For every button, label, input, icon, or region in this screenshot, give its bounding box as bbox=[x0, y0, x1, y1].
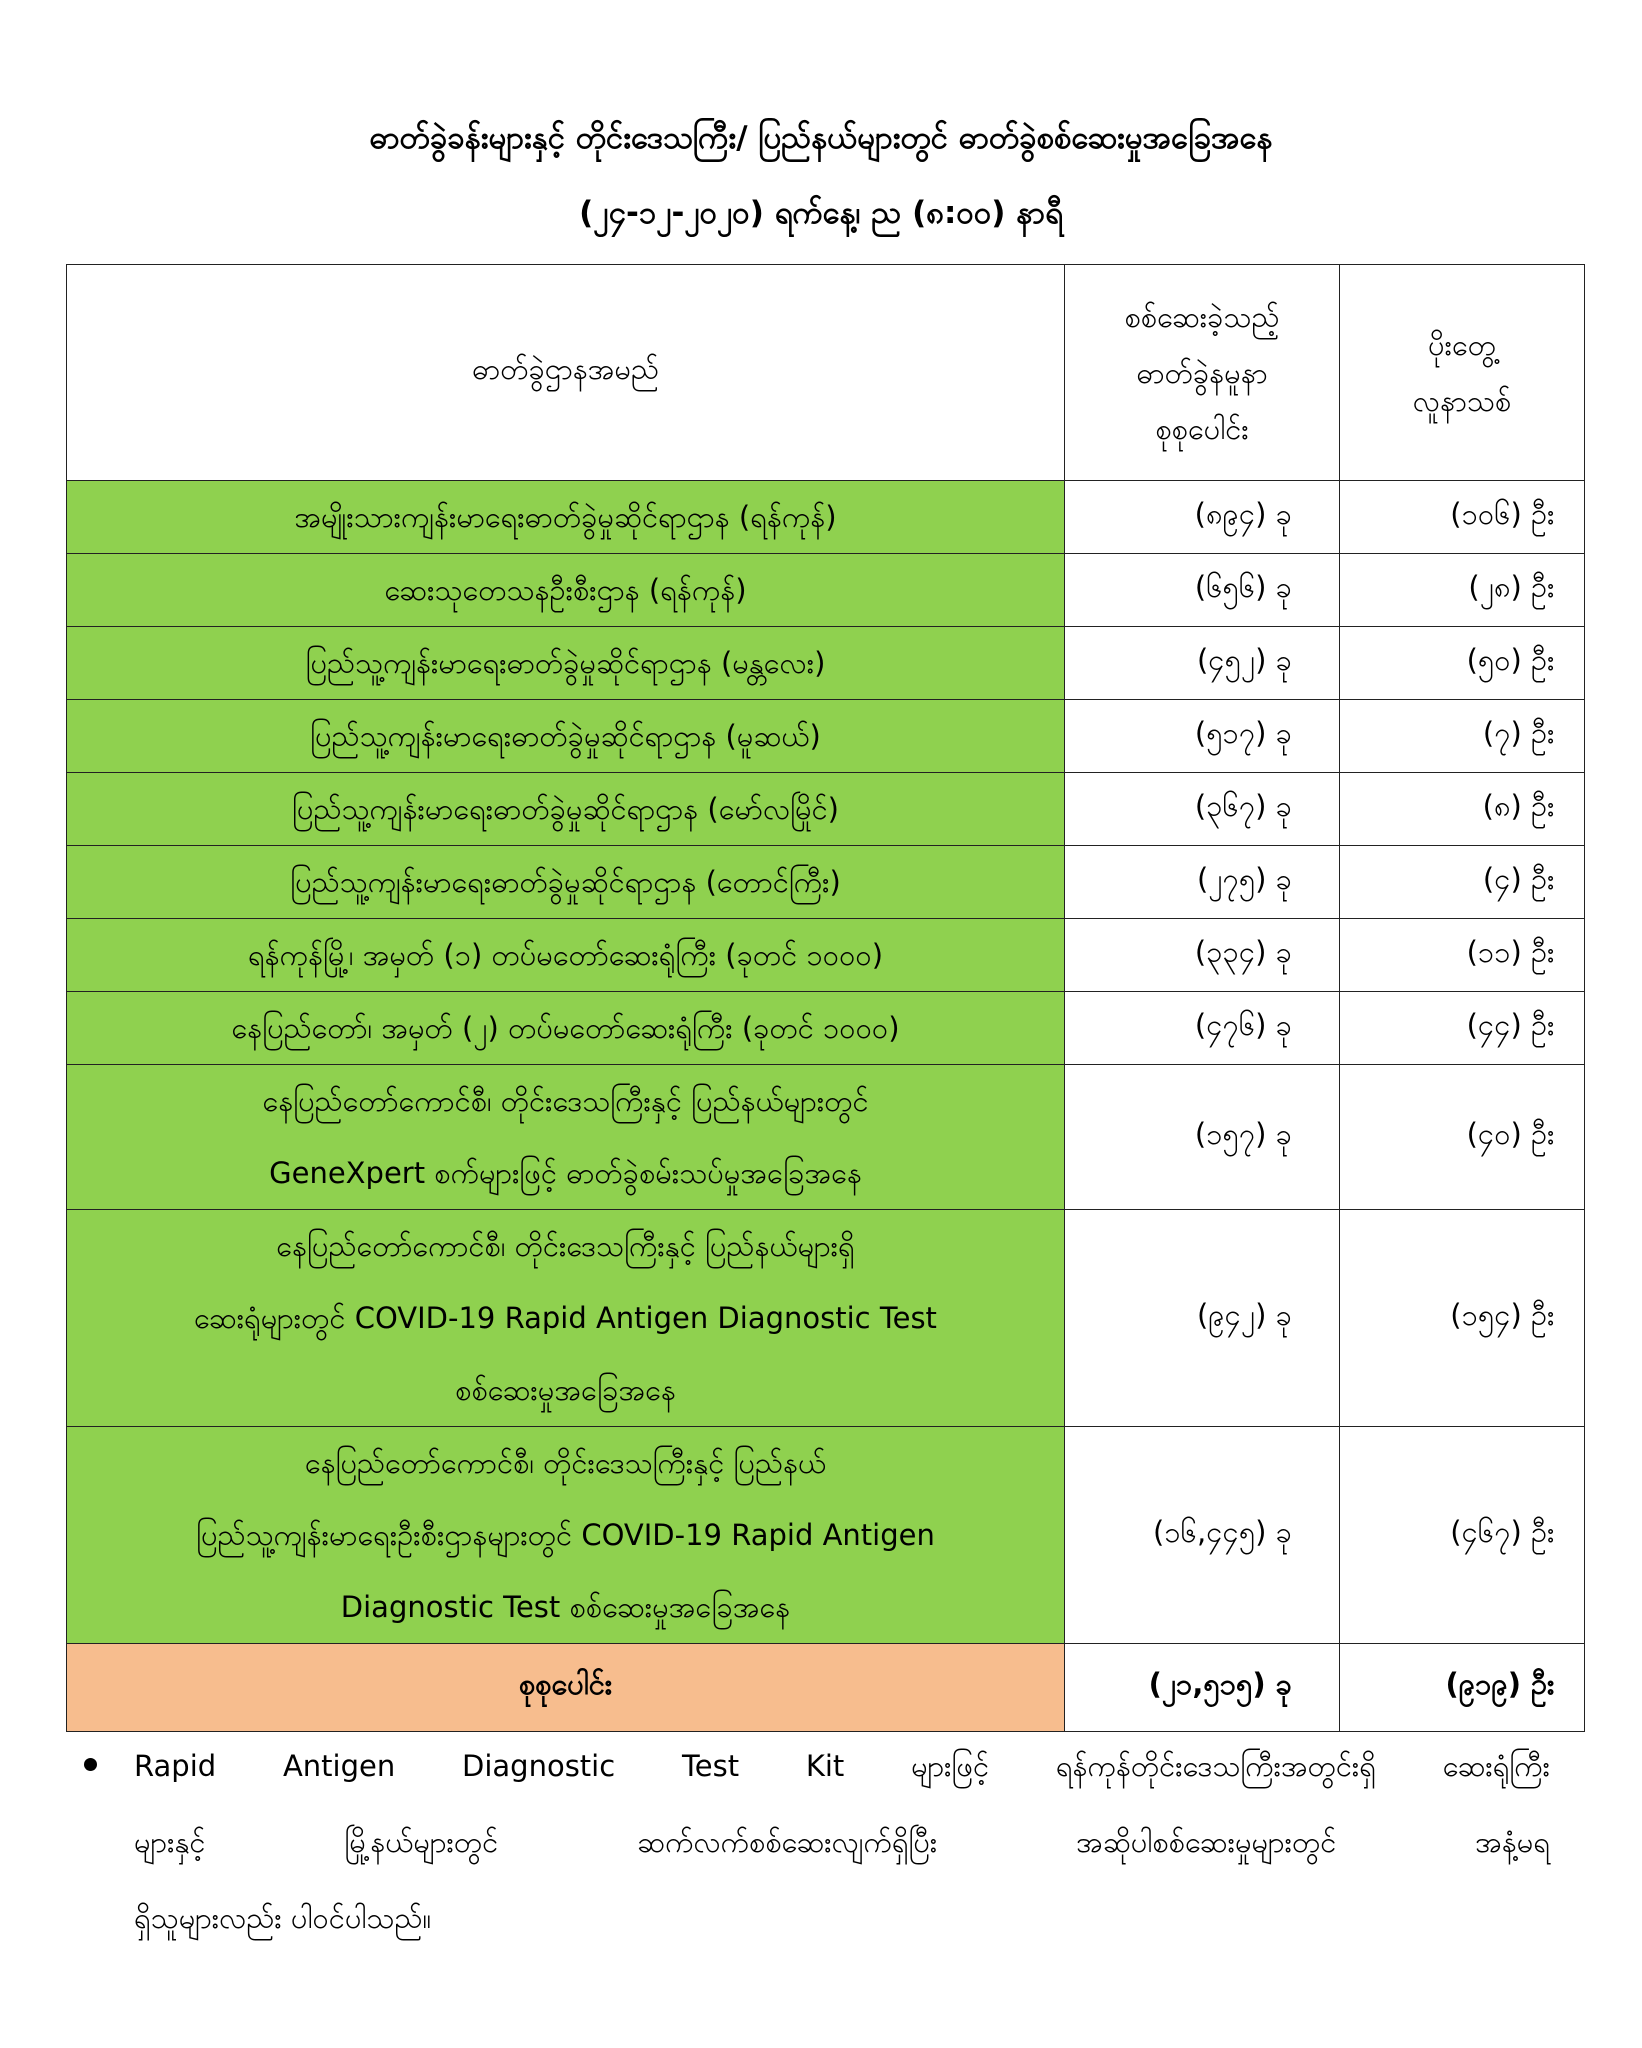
header-total-samples-line: စုစုပေါင်း bbox=[1155, 411, 1249, 446]
lab-name-cell bbox=[67, 1210, 1065, 1427]
sample-count-cell bbox=[1065, 1065, 1340, 1210]
lab-name-line: ဆေးသုတေသနဦးစီးဌာန (ရန်ကုန်) bbox=[384, 573, 747, 607]
new-positive-cell bbox=[1340, 992, 1585, 1065]
table-total-row bbox=[67, 1644, 1585, 1732]
table-row bbox=[67, 700, 1585, 773]
lab-name-cell bbox=[67, 919, 1065, 992]
lab-name-line: ပြည်သူ့ကျန်းမာရေးဓာတ်ခွဲမှုဆိုင်ရာဌာန (မန္တလေး) bbox=[305, 646, 826, 680]
new-positive-value: (၁၁) ဦး bbox=[1466, 934, 1555, 969]
header-total-samples bbox=[1065, 265, 1340, 481]
lab-name-cell bbox=[67, 992, 1065, 1065]
lab-testing-table bbox=[66, 264, 1585, 1732]
new-positive-value: (၈) ဦး bbox=[1482, 788, 1555, 823]
total-new-positive: (၉၁၉) ဦး bbox=[1445, 1667, 1555, 1701]
header-new-positive-line: ပိုးတွေ့ bbox=[1428, 327, 1496, 362]
lab-name-line: ဆေးရုံများတွင် COVID-19 Rapid Antigen Diagnostic Test bbox=[194, 1301, 937, 1335]
header-new-positive-line: လူနာသစ် bbox=[1412, 383, 1512, 418]
table-row bbox=[67, 919, 1585, 992]
table-row bbox=[67, 773, 1585, 846]
table-row bbox=[67, 992, 1585, 1065]
table-header-row bbox=[67, 265, 1585, 481]
lab-name-line: နေပြည်တော်ကောင်စီ၊ တိုင်းဒေသကြီးနှင့် ပြည်နယ်များရှိ bbox=[276, 1229, 855, 1263]
sample-count-value: (၃၆၇) ခု bbox=[1194, 788, 1292, 823]
sample-count-value: (၁၅၇) ခု bbox=[1194, 1116, 1292, 1151]
sample-count-value: (၃၃၄) ခု bbox=[1194, 934, 1292, 969]
sample-count-cell bbox=[1065, 627, 1340, 700]
new-positive-cell bbox=[1340, 627, 1585, 700]
sample-count-value: (၁၆,၄၄၅) ခု bbox=[1153, 1514, 1292, 1549]
new-positive-cell bbox=[1340, 846, 1585, 919]
header-total-samples-line: စစ်ဆေးခဲ့သည့် bbox=[1124, 299, 1280, 334]
table-row bbox=[67, 1065, 1585, 1210]
sample-count-cell bbox=[1065, 846, 1340, 919]
sample-count-cell bbox=[1065, 773, 1340, 846]
sample-count-cell bbox=[1065, 1427, 1340, 1644]
new-positive-cell bbox=[1340, 1065, 1585, 1210]
table-row bbox=[67, 554, 1585, 627]
lab-name-cell bbox=[67, 554, 1065, 627]
new-positive-cell bbox=[1340, 919, 1585, 992]
new-positive-value: (၁၅၄) ဦး bbox=[1450, 1297, 1555, 1332]
new-positive-value: (၄၀) ဦး bbox=[1466, 1116, 1555, 1151]
bullet-icon bbox=[84, 1758, 97, 1771]
lab-name-line: အမျိုးသားကျန်းမာရေးဓာတ်ခွဲမှုဆိုင်ရာဌာန (ရန်ကုန်) bbox=[294, 500, 837, 534]
lab-name-cell bbox=[67, 700, 1065, 773]
lab-name-cell bbox=[67, 1065, 1065, 1210]
lab-name-cell bbox=[67, 846, 1065, 919]
sample-count-cell bbox=[1065, 992, 1340, 1065]
table-row bbox=[67, 846, 1585, 919]
lab-name-line: ပြည်သူ့ကျန်းမာရေးဓာတ်ခွဲမှုဆိုင်ရာဌာန (တောင်ကြီး) bbox=[290, 865, 841, 899]
new-positive-value: (၅၀) ဦး bbox=[1466, 642, 1555, 677]
total-new-positive-cell bbox=[1340, 1644, 1585, 1732]
table-row bbox=[67, 1427, 1585, 1644]
header-total-samples-line: ဓာတ်ခွဲနမူနာ bbox=[1136, 355, 1268, 390]
sample-count-cell bbox=[1065, 1210, 1340, 1427]
new-positive-cell bbox=[1340, 481, 1585, 554]
total-sample-count-cell bbox=[1065, 1644, 1340, 1732]
lab-name-line: ပြည်သူ့ကျန်းမာရေးဦးစီးဌာနများတွင် COVID-19 Rapid Antigen bbox=[196, 1518, 935, 1552]
total-sample-count: (၂၁,၅၁၅) ခု bbox=[1148, 1667, 1292, 1701]
sample-count-value: (၄၅၂) ခု bbox=[1196, 642, 1292, 677]
table-row bbox=[67, 481, 1585, 554]
lab-name-line: စစ်ဆေးမှုအခြေအနေ bbox=[455, 1373, 676, 1407]
footnote-line: Rapid Antigen Diagnostic Test Kit များဖြင့် ရန်ကုန်တိုင်းဒေသကြီးအတွင်းရှိ ဆေးရုံကြီး bbox=[134, 1749, 1550, 1783]
header-lab-name: ဓာတ်ခွဲဌာနအမည် bbox=[67, 265, 1065, 481]
lab-name-cell bbox=[67, 627, 1065, 700]
new-positive-value: (၄၆၇) ဦး bbox=[1450, 1514, 1555, 1549]
lab-name-line: နေပြည်တော်ကောင်စီ၊ တိုင်းဒေသကြီးနှင့် ပြည်နယ် bbox=[304, 1446, 827, 1480]
sample-count-cell bbox=[1065, 554, 1340, 627]
page-subtitle-datetime: (၂၄-၁၂-၂၀၂၀) ရက်နေ့၊ ည (၈:၀၀) နာရီ bbox=[579, 195, 1063, 231]
sample-count-value: (၉၄၂) ခု bbox=[1196, 1297, 1292, 1332]
new-positive-value: (၄) ဦး bbox=[1482, 861, 1555, 896]
lab-name-line: Diagnostic Test စစ်ဆေးမှုအခြေအနေ bbox=[340, 1590, 791, 1624]
new-positive-cell bbox=[1340, 554, 1585, 627]
sample-count-value: (၈၉၄) ခု bbox=[1194, 496, 1292, 531]
lab-name-cell bbox=[67, 773, 1065, 846]
lab-name-line: နေပြည်တော်၊ အမှတ် (၂) တပ်မတော်ဆေးရုံကြီး (ခုတင် ၁၀၀၀) bbox=[231, 1011, 900, 1045]
new-positive-cell bbox=[1340, 1210, 1585, 1427]
lab-name-line: နေပြည်တော်ကောင်စီ၊ တိုင်းဒေသကြီးနှင့် ပြည်နယ်များတွင် bbox=[262, 1084, 869, 1118]
new-positive-cell bbox=[1340, 1427, 1585, 1644]
footnote-line: ရှိသူများလည်း ပါဝင်ပါသည်။ bbox=[134, 1901, 432, 1935]
sample-count-value: (၅၁၇) ခု bbox=[1194, 715, 1292, 750]
new-positive-value: (၂၈) ဦး bbox=[1468, 569, 1555, 604]
sample-count-value: (၄၇၆) ခု bbox=[1194, 1007, 1292, 1042]
sample-count-value: (၂၇၅) ခု bbox=[1196, 861, 1292, 896]
lab-name-cell bbox=[67, 481, 1065, 554]
table-row bbox=[67, 627, 1585, 700]
new-positive-cell bbox=[1340, 700, 1585, 773]
sample-count-value: (၆၅၆) ခု bbox=[1194, 569, 1292, 604]
header-new-positive bbox=[1340, 265, 1585, 481]
sample-count-cell bbox=[1065, 481, 1340, 554]
sample-count-cell bbox=[1065, 700, 1340, 773]
footnote-text bbox=[134, 1728, 1550, 1956]
new-positive-value: (၁၀၆) ဦး bbox=[1450, 496, 1555, 531]
lab-name-line: ပြည်သူ့ကျန်းမာရေးဓာတ်ခွဲမှုဆိုင်ရာဌာန (မူဆယ်) bbox=[310, 719, 821, 753]
page-title: ဓာတ်ခွဲခန်းများနှင့် တိုင်းဒေသကြီး/ ပြည်နယ်များတွင် ဓာတ်ခွဲစစ်ဆေးမှုအခြေအနေ bbox=[369, 120, 1273, 156]
total-label: စုစုပေါင်း bbox=[67, 1644, 1065, 1732]
new-positive-value: (၄၄) ဦး bbox=[1466, 1007, 1555, 1042]
footnote-line: များနှင့် မြို့နယ်များတွင် ဆက်လက်စစ်ဆေးလျက်ရှိပြီး အဆိုပါစစ်ဆေးမှုများတွင် အနံ့မရ bbox=[134, 1825, 1550, 1859]
table-row bbox=[67, 1210, 1585, 1427]
lab-name-line: ပြည်သူ့ကျန်းမာရေးဓာတ်ခွဲမှုဆိုင်ရာဌာန (မော်လမြိုင်) bbox=[292, 792, 839, 826]
lab-name-cell bbox=[67, 1427, 1065, 1644]
sample-count-cell bbox=[1065, 919, 1340, 992]
new-positive-value: (၇) ဦး bbox=[1482, 715, 1555, 750]
lab-name-line: ရန်ကုန်မြို့၊ အမှတ် (၁) တပ်မတော်ဆေးရုံကြီး (ခုတင် ၁၀၀၀) bbox=[247, 938, 884, 972]
lab-name-line: GeneXpert စက်များဖြင့် ဓာတ်ခွဲစမ်းသပ်မှုအခြေအနေ bbox=[269, 1156, 862, 1190]
new-positive-cell bbox=[1340, 773, 1585, 846]
